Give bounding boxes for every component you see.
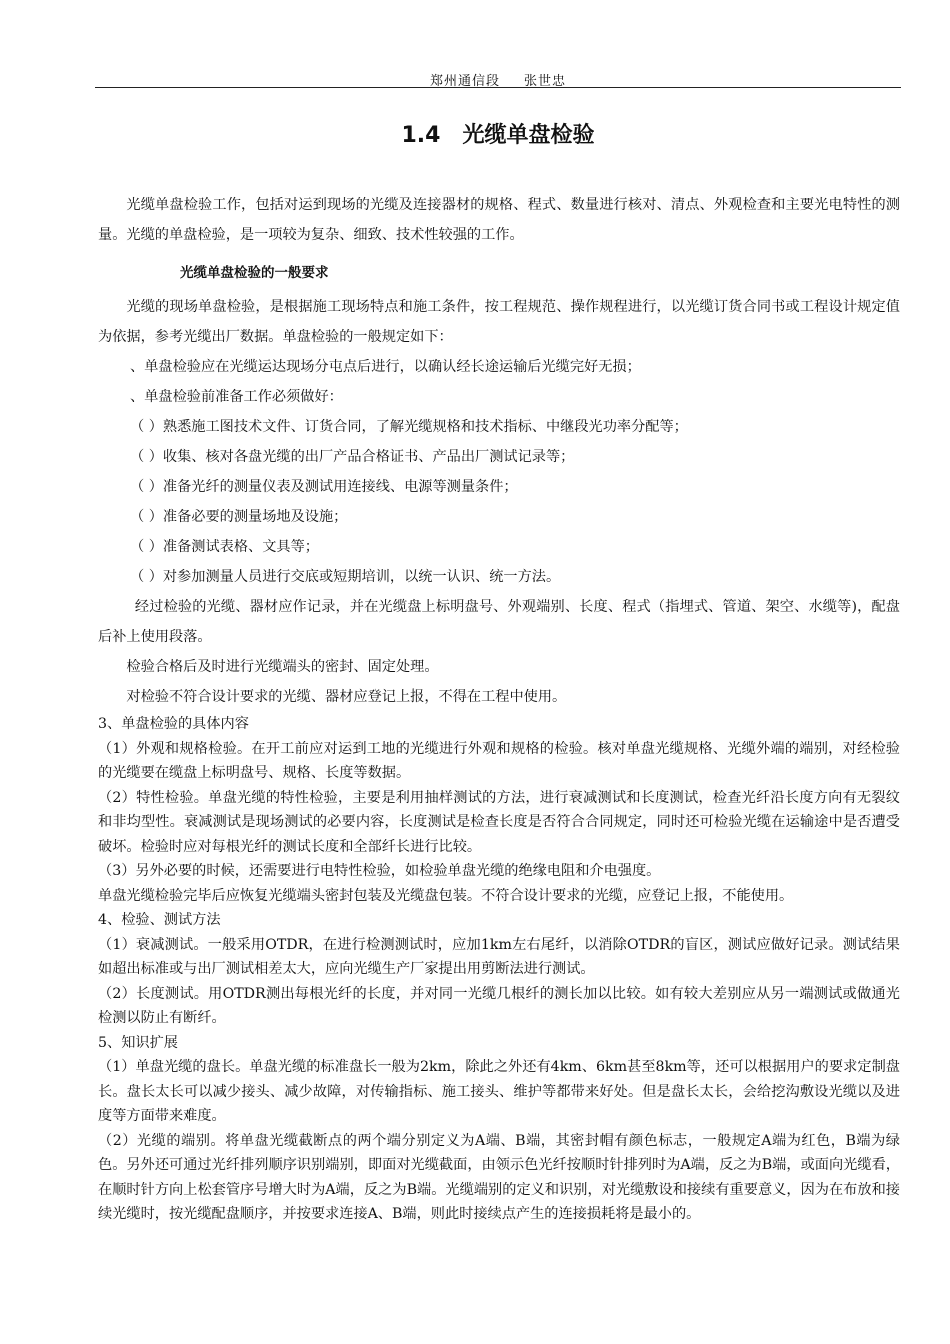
- reject-paragraph: 对检验不符合设计要求的光缆、器材应登记上报，不得在工程中使用。: [126, 689, 567, 705]
- header-org: 郑州通信段: [429, 74, 500, 89]
- section-title: [95, 118, 901, 149]
- section-4-heading: 4、检验、测试方法: [98, 912, 221, 928]
- section-3-item-1: （1）外观和规格检验。在开工前应对运到工地的光缆进行外观和规格的检验。核对单盘光缆规格、光缆外端的端别，对经检验的光缆要在缆盘上标明盘号、规格、长度等数据。: [98, 740, 900, 781]
- header-rule: [95, 87, 901, 88]
- section-5-item-2: （2）光缆的端别。将单盘光缆截断点的两个端分别定义为A端、B端，其密封帽有颜色标志，一般规定A端为红色，B端为绿色。另外还可通过光纤排列顺序识别端别，即面对光缆截面，由领示色光纤按顺时针排列时为A端，反之为B端，或面向光缆看，在顺时针方向上松套管序号增大时为A端，反之为B端。光缆端别的定义和识别，对光缆敷设和接续有重要意义，因为在布放和接续光缆时，按光缆配盘顺序，并按要求连接A、B端，则此时接续点产生的连接损耗将是最小的。: [98, 1132, 900, 1222]
- prep-item: （ ）熟悉施工图技术文件、订货合同，了解光缆规格和技术指标、中继段光功率分配等；: [130, 419, 688, 435]
- general-rule-2: 、单盘检验前准备工作必须做好：: [130, 389, 343, 405]
- intro-paragraph: 光缆单盘检验工作，包括对运到现场的光缆及连接器材的规格、程式、数量进行核对、清点、外观检查和主要光电特性的测量。光缆的单盘检验，是一项较为复杂、细致、技术性较强的工作。: [98, 197, 900, 243]
- document-body: [98, 190, 900, 1227]
- prep-item: （ ）准备光纤的测量仪表及测试用连接线、电源等测量条件；: [130, 479, 518, 495]
- section-3-summary: 单盘光缆检验完毕后应恢复光缆端头密封包装及光缆盘包装。不符合设计要求的光缆，应登记上报，不能使用。: [98, 887, 794, 904]
- section-5-item-1: （1）单盘光缆的盘长。单盘光缆的标准盘长一般为2km，除此之外还有4km、6km甚至8km等，还可以根据用户的要求定制盘长。盘长太长可以减少接头、减少故障，对传输指标、施工接头、维护等都带来好处。但是盘长太长，会给挖沟敷设光缆以及进度等方面带来难度。: [98, 1059, 900, 1124]
- header-author: 张世忠: [524, 74, 567, 89]
- section-number: 1.4: [401, 123, 441, 148]
- general-requirements-heading: 光缆单盘检验的一般要求: [180, 265, 329, 281]
- section-4-item-2: （2）长度测试。用OTDR测出每根光纤的长度，并对同一光缆几根纤的测长加以比较。如有较大差别应从另一端测试或做通光检测以防止有断纤。: [98, 985, 900, 1026]
- section-3-item-3: （3）另外必要的时候，还需要进行电特性检验，如检验单盘光缆的绝缘电阻和介电强度。: [98, 863, 661, 879]
- general-paragraph: 光缆的现场单盘检验，是根据施工现场特点和施工条件，按工程规范、操作规程进行，以光缆订货合同书或工程设计规定值为依据，参考光缆出厂数据。单盘检验的一般规定如下：: [98, 299, 900, 345]
- prep-item: （ ）准备必要的测量场地及设施；: [130, 509, 348, 525]
- general-rule-1: 、单盘检验应在光缆运达现场分屯点后进行，以确认经长途运输后光缆完好无损；: [130, 359, 641, 375]
- prep-item: （ ）准备测试表格、文具等；: [130, 539, 319, 555]
- section-3-item-2: （2）特性检验。单盘光缆的特性检验，主要是利用抽样测试的方法，进行衰减测试和长度测试，检查光纤沿长度方向有无裂纹和非均型性。衰减测试是现场测试的必要内容，长度测试是检查长度是否符合合同规定，同时还可检验光缆在运输途中是否遭受破坏。检验时应对每根光纤的测试长度和全部纤长进行比较。: [98, 789, 900, 855]
- prep-item: （ ）对参加测量人员进行交底或短期培训，以统一认识、统一方法。: [130, 569, 561, 585]
- section-3-heading: 3、单盘检验的具体内容: [98, 716, 249, 732]
- section-title-text: 光缆单盘检验: [462, 123, 595, 148]
- section-4-item-1: （1）衰减测试。一般采用OTDR，在进行检测测试时，应加1km左右尾纤，以消除OTDR的盲区，测试应做好记录。测试结果如超出标准或与出厂测试相差太大，应向光缆生产厂家提出用剪断法进行测试。: [98, 936, 900, 977]
- seal-paragraph: 检验合格后及时进行光缆端头的密封、固定处理。: [126, 659, 439, 675]
- section-5-heading: 5、知识扩展: [98, 1034, 178, 1051]
- prep-item: （ ）收集、核对各盘光缆的出厂产品合格证书、产品出厂测试记录等；: [130, 449, 575, 465]
- record-paragraph: 经过检验的光缆、器材应作记录，并在光缆盘上标明盘号、外观端别、长度、程式（指埋式、管道、架空、水缆等)，配盘后补上使用段落。: [98, 599, 900, 645]
